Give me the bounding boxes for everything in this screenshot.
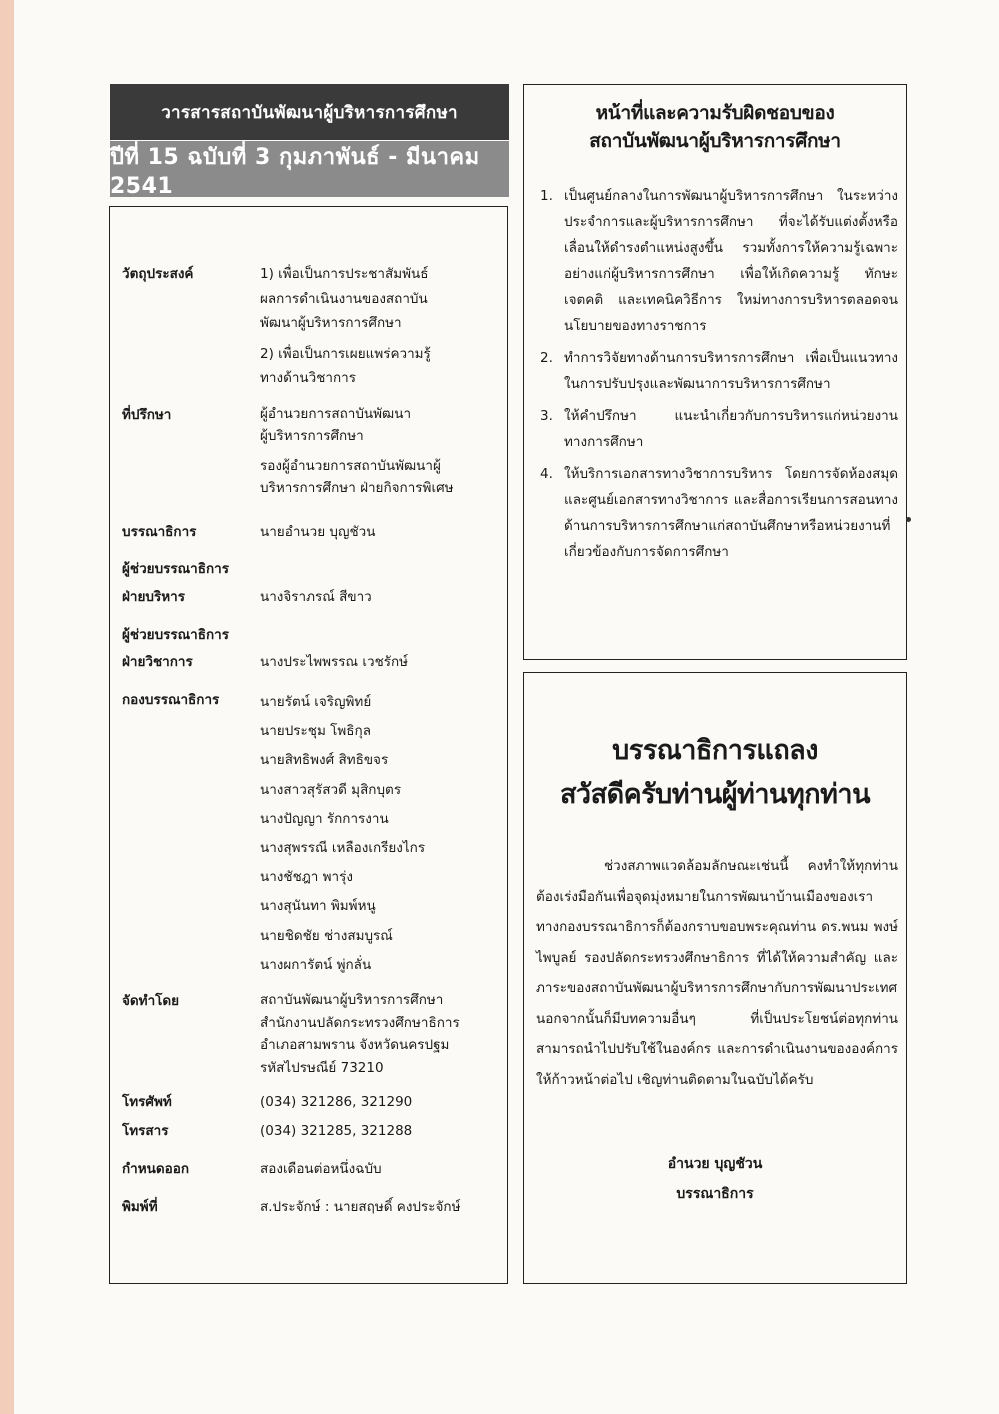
duty-text: ให้บริการเอกสารทางวิชาการบริหาร โดยการจัดห้องสมุดและศูนย์เอกสารทางวิชาการ และสื่อการเรียนการสอนทางด้านการบริหารการศึกษาแก่สถาบันศึกษาหรือหน่วยงานที่เกี่ยวข้องกับการจัดการศึกษา <box>564 466 898 560</box>
editorial-signature-name: อำนวย บุญชัวน <box>667 1156 763 1172</box>
masthead-line: พัฒนาผู้บริหารการศึกษา <box>260 315 402 331</box>
issue-info: ปีที่ 15 ฉบับที่ 3 กุมภาพันธ์ - มีนาคม 2541 <box>110 145 480 199</box>
duties-title <box>524 99 906 155</box>
editorial-title-line: สวัสดีครับท่านผู้ท่านทุกท่าน <box>559 779 871 810</box>
masthead-line: (034) 321286, 321290 <box>260 1094 413 1110</box>
masthead-line: นางชัชฎา พารุ่ง <box>260 869 353 886</box>
masthead-line: (034) 321285, 321288 <box>260 1123 413 1139</box>
masthead-line: นางจิราภรณ์ สีขาว <box>260 589 372 605</box>
masthead-line: 2) เพื่อเป็นการเผยแพร่ความรู้ <box>260 345 431 362</box>
duty-text: ให้คำปรึกษา แนะนำเกี่ยวกับการบริหารแก่หน่วยงานทางการศึกษา <box>564 408 898 450</box>
duties-box <box>523 84 907 660</box>
masthead-label: โทรสาร <box>122 1123 169 1139</box>
duty-item <box>534 403 898 455</box>
masthead-label: วัตถุประสงค์ <box>122 266 194 282</box>
journal-name-banner <box>110 84 509 140</box>
masthead-line: นายรัตน์ เจริญพิทย์ <box>260 694 372 710</box>
masthead-value <box>260 585 504 609</box>
masthead-line: นางสาวสุรัสวดี มุสิกบุตร <box>260 781 402 798</box>
editorial-title-line: บรรณาธิการแถลง <box>612 735 818 766</box>
masthead-label: ผู้ช่วยบรรณาธิการ <box>122 627 229 643</box>
masthead-value <box>260 403 504 499</box>
masthead-line: นางปัญญา รักการงาน <box>260 810 389 827</box>
masthead-label: โทรศัพท์ <box>122 1094 172 1110</box>
masthead-value <box>260 1195 504 1219</box>
masthead-line: ส.ประจักษ์ : นายสฤษดิ์ คงประจักษ์ <box>260 1199 461 1215</box>
masthead-value <box>260 650 504 674</box>
masthead-label: ฝ่ายบริหาร <box>122 589 185 605</box>
masthead-line: อำเภอสามพราน จังหวัดนครปฐม <box>260 1037 450 1053</box>
duty-number: 2. <box>540 350 553 366</box>
duty-item <box>534 461 898 565</box>
masthead-label: ที่ปรึกษา <box>122 407 172 423</box>
duty-item <box>534 345 898 397</box>
masthead-line: ผู้อำนวยการสถาบันพัฒนา <box>260 406 412 422</box>
duty-item <box>534 183 898 339</box>
masthead-value <box>260 1157 504 1181</box>
duty-text: ทำการวิจัยทางด้านการบริหารการศึกษา เพื่อเป็นแนวทางในการปรับปรุงและพัฒนาการบริหารการศึกษา <box>564 350 898 392</box>
editorial-title <box>524 729 906 817</box>
editorial-body: ช่วงสภาพแวดล้อมลักษณะเช่นนี้ คงทำให้ทุกท่านต้องเร่งมือกันเพื่อจุดมุ่งหมายในการพัฒนาบ้านเมืองของเรา ทางกองบรรณาธิการก็ต้องกราบขอบพระคุณท่าน ดร.พนม พงษ์ไพบูลย์ รองปลัดกระทรวงศึกษาธิการ ที่ได้ให้ความสำคัญ และภาระของสถาบันพัฒนาผู้บริหารการศึกษากับการพัฒนาประเทศ นอกจากนั้นก็มีบทความอื่นๆ ที่เป็นประโยชน์ต่อทุกท่าน สามารถนำไปปรับใช้ในองค์กร และการดำเนินงานขององค์การให้ก้าวหน้าต่อไป เชิญท่านติดตามในฉบับได้ครับ <box>536 858 898 1088</box>
masthead-line: นายอำนวย บุญชัวน <box>260 524 376 540</box>
masthead-line: นายสิทธิพงศ์ สิทธิขจร <box>260 752 389 769</box>
duty-number: 1. <box>540 188 553 204</box>
masthead-line: สองเดือนต่อหนึ่งฉบับ <box>260 1161 382 1177</box>
masthead-value <box>260 1119 504 1143</box>
masthead-value <box>260 520 504 544</box>
masthead-label: บรรณาธิการ <box>122 524 197 540</box>
masthead-label: กองบรรณาธิการ <box>122 692 220 708</box>
duties-title-line: หน้าที่และความรับผิดชอบของ <box>595 102 835 124</box>
masthead-line: ผลการดำเนินงานของสถาบัน <box>260 290 428 307</box>
duty-text: เป็นศูนย์กลางในการพัฒนาผู้บริหารการศึกษา ในระหว่างประจำการและผู้บริหารการศึกษา ที่จะได้รับแต่งตั้งหรือเลื่อนให้ดำรงตำแหน่งสูงขึ้น รวมทั้งการให้ความรู้เฉพาะอย่างแก่ผู้บริหารการศึกษา เพื่อให้เกิดความรู้ ทักษะ เจตคติ และเทคนิควิธีการ ใหม่ทางการบริหารตลอดจนนโยบายของทางราชการ <box>564 188 898 334</box>
masthead-line: บริหารการศึกษา ฝ่ายกิจการพิเศษ <box>260 480 454 496</box>
masthead-line: นางสุนันทา พิมพ์หนู <box>260 898 376 915</box>
masthead-line: นายประชุม โพธิกุล <box>260 723 371 740</box>
masthead-label: ฝ่ายวิชาการ <box>122 654 193 670</box>
masthead-line: ผู้บริหารการศึกษา <box>260 428 364 444</box>
duty-number: 3. <box>540 408 553 424</box>
masthead-line: นายชิดชัย ช่างสมบูรณ์ <box>260 927 393 944</box>
masthead-label: กำหนดออก <box>122 1161 190 1177</box>
masthead-line: รหัสไปรษณีย์ 73210 <box>260 1059 384 1076</box>
editorial-signature-title: บรรณาธิการ <box>676 1186 754 1202</box>
duties-title-line: สถาบันพัฒนาผู้บริหารการศึกษา <box>589 130 841 152</box>
masthead-line: สถาบันพัฒนาผู้บริหารการศึกษา <box>260 992 444 1008</box>
masthead-label: พิมพ์ที่ <box>122 1199 158 1215</box>
masthead-line: สำนักงานปลัดกระทรวงศึกษาธิการ <box>260 1014 460 1031</box>
masthead-value <box>260 989 504 1079</box>
masthead-line: รองผู้อำนวยการสถาบันพัฒนาผู้ <box>260 458 441 474</box>
issue-banner <box>110 141 509 197</box>
masthead-line: 1) เพื่อเป็นการประชาสัมพันธ์ <box>260 266 429 282</box>
editorial-box <box>523 672 907 1284</box>
masthead-value <box>260 262 504 391</box>
stray-mark <box>906 517 911 522</box>
masthead-line: นางสุพรรณี เหลืองเกรียงไกร <box>260 840 426 857</box>
masthead-line: ทางด้านวิชาการ <box>260 370 356 386</box>
masthead-value <box>260 688 504 980</box>
masthead-line: นางประไพพรรณ เวชรักษ์ <box>260 654 409 670</box>
masthead-value <box>260 1090 504 1114</box>
journal-name: วารสารสถาบันพัฒนาผู้บริหารการศึกษา <box>161 102 458 123</box>
masthead-label: ผู้ช่วยบรรณาธิการ <box>122 561 229 577</box>
masthead-box <box>109 206 508 1284</box>
duties-list <box>534 183 898 571</box>
masthead-label: จัดทำโดย <box>122 993 180 1009</box>
duty-number: 4. <box>540 466 553 482</box>
masthead-line: นางผการัตน์ พู่กลั่น <box>260 956 372 973</box>
page-edge <box>0 0 14 1414</box>
